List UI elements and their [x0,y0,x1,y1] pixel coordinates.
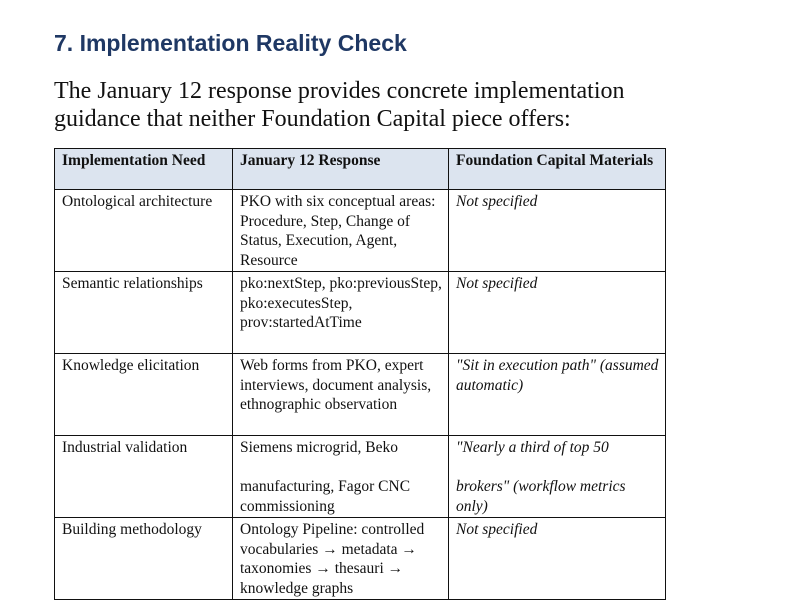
cell-response: PKO with six conceptual areas: Procedure, Step, Change of Status, Execution, Agent, Resource [233,190,449,272]
comparison-table [54,148,666,600]
cell-gap [240,458,442,478]
cell-response: pko:nextStep, pko:previousStep, pko:executesStep, prov:startedAtTime [233,272,449,354]
cell-need: Ontological architecture [55,190,233,272]
cell-response: Ontology Pipeline: controlled vocabularies → metadata → taxonomies → thesauri → knowledge graphs [233,518,449,600]
intro-line-2: guidance that neither Foundation Capital piece offers: [54,106,571,132]
cell-gap [456,458,659,478]
table-row [55,272,666,354]
section-heading: 7. Implementation Reality Check [54,30,407,56]
header-implementation-need: Implementation Need [55,149,233,190]
table-row [55,190,666,272]
table-row [55,354,666,436]
cell-need: Semantic relationships [55,272,233,354]
cell-need: Industrial validation [55,436,233,518]
table-header-row [55,149,666,190]
header-foundation-capital-materials: Foundation Capital Materials [449,149,666,190]
header-january-12-response: January 12 Response [233,149,449,190]
cell-foundation-capital: Not specified [449,272,666,354]
cell-response-part-a: Siemens microgrid, Beko [240,439,398,456]
cell-foundation-capital: Not specified [449,518,666,600]
cell-response [233,436,449,518]
table-row [55,518,666,600]
cell-foundation-capital: Not specified [449,190,666,272]
cell-foundation-capital: "Sit in execution path" (assumed automatic) [449,354,666,436]
intro-line-1: The January 12 response provides concrete implementation [54,78,625,104]
cell-foundation-capital [449,436,666,518]
cell-response: Web forms from PKO, expert interviews, document analysis, ethnographic observation [233,354,449,436]
cell-need: Building methodology [55,518,233,600]
cell-need: Knowledge elicitation [55,354,233,436]
table-row [55,436,666,518]
intro-paragraph [54,77,754,133]
cell-fc-part-a: "Nearly a third of top 50 [456,439,609,456]
cell-fc-part-b: brokers" (workflow metrics only) [456,478,626,515]
cell-response-part-b: manufacturing, Fagor CNC commissioning [240,478,411,515]
